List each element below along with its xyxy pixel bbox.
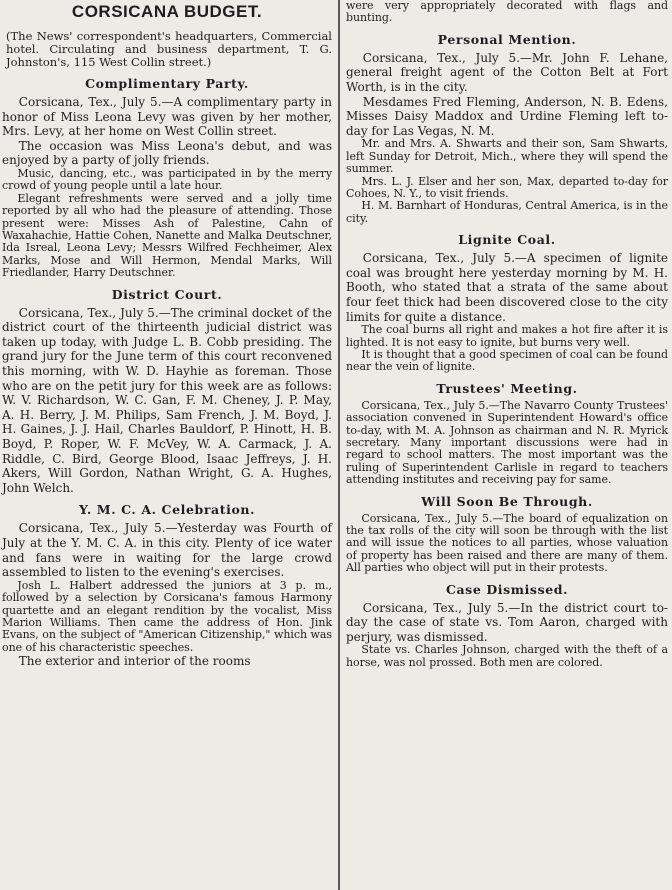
article-paragraph: Corsicana, Tex., July 5.—Yesterday was Fourth of July at the Y. M. C. A. in this city. Plenty of ice water and fans were in waiting for the large crowd assembled to listen to the evening's exercises. [2,521,332,580]
article-paragraph: Corsicana, Tex., July 5.—The criminal docket of the district court of the thirteenth judicial district was taken up today, with Judge L. B. Cobb presiding. The grand jury for the June term of this court reconvened this morning, with W. D. Hayhie as foreman. Those who are on the petit jury for this week are as follows: W. V. Richardson, W. C. Gan, F. M. Cheney, J. P. May, A. H. Berry, J. M. Philips, Sam French, J. M. Boyd, J. H. Gaines, J. J. Hail, Charles Bauldorf, P. Hinott, H. B. Boyd, P. Roper, W. F. McVey, W. A. Carmack, J. A. Riddle, C. Bird, George Blood, Isaac Jeffreys, J. H. Akers, Will Gordon, Nathan Wright, G. A. Hughes, John Welch. [2,305,332,495]
article-paragraph: The coal burns all right and makes a hot fire after it is lighted. It is not easy to ignite, but burns very well. [346,323,668,349]
heading-will-soon-be-through: Will Soon Be Through. [421,493,593,509]
article-paragraph: Corsicana, Tex., July 5.—Mr. John F. Lehane, general freight agent of the Cotton Belt at Fort Worth, is in the city. [346,50,668,94]
heading-ymca-celebration: Y. M. C. A. Celebration. [78,502,256,518]
article-paragraph: Josh L. Halbert addressed the juniors at 3 p. m., followed by a selection by Corsicana's famous Harmony quartette and an elegant rendition by the vocalist, Miss Marion Williams. Then came the address of Hon. Jink Evans, on the subject of "American Citizenship," which was one of his characteristic speeches. [2,578,332,654]
article-paragraph: Corsicana, Tex., July 5.—A specimen of lignite coal was brought here yesterday morning by M. H. Booth, who stated that a strata of the same about four feet thick had been discovered close to the city limits for quite a distance. [346,251,668,324]
heading-district-court: District Court. [111,286,223,302]
right-column [340,0,672,890]
article-paragraph: Corsicana, Tex., July 5.—A complimentary party in honor of Miss Leona Levy was given by her mother, Mrs. Levy, at her home on West Collin street. [2,95,332,139]
masthead-title: CORSICANA BUDGET. [71,2,263,21]
article-paragraph: Mesdames Fred Fleming, Anderson, N. B. Edens, Misses Daisy Maddox and Urdine Fleming left to-day for Las Vegas, N. M. [346,94,668,138]
article-paragraph: The exterior and interior of the rooms [18,654,251,669]
heading-complimentary-party: Complimentary Party. [85,76,249,91]
heading-personal-mention: Personal Mention. [437,31,577,47]
article-paragraph: Music, dancing, etc., was participated in by the merry crowd of young people until a late hour. [2,166,332,193]
article-paragraph: Corsicana, Tex., July 5.—The board of equalization on the tax rolls of the city will soon be through with the list and will issue the notices to all parties, whose valuation of property has been raised and there are many of them. All parties who object will put in their protests. [346,511,668,575]
article-paragraph: Mrs. L. J. Elser and her son, Max, departed to-day for Cohoes, N. Y., to visit friends. [346,174,668,200]
intro-note: (The News' correspondent's headquarters, Commercial hotel. Circulating and business department, T. G. Johnston's, 115 West Collin street.) [6,29,332,69]
heading-trustees-meeting: Trustees' Meeting. [436,380,578,396]
article-paragraph: The occasion was Miss Leona's debut, and was enjoyed by a party of jolly friends. [2,138,332,168]
article-paragraph: Corsicana, Tex., July 5.—In the district court to-day the case of state vs. Tom Aaron, charged with perjury, was dismissed. [346,600,668,644]
article-paragraph: Elegant refreshments were served and a jolly time reported by all who had the pleasure of attending. Those present were: Misses Ash of Palestine, Cahn of Waxahachie, Hattie Cohen, Nanette and Malka Deutschner, Ida Isreal, Leona Levy; Messrs Wilfred Fechheimer, Alex Marks, Mose and Will Hermon, Mendal Marks, Will Friedlander, Harry Deutschner. [2,191,332,280]
article-paragraph: Corsicana, Tex., July 5.—The Navarro County Trustees' association convened in Superintendent Howard's office to-day, with M. A. Johnson as chairman and N. R. Myrick secretary. Many important discussions were had in regard to school matters. The most important was the ruling of Superintendent Carlisle in regard to teachers attending institutes and receiving pay for same. [346,398,668,487]
article-paragraph: It is thought that a good specimen of coal can be found near the vein of lignite. [346,348,668,374]
heading-lignite-coal: Lignite Coal. [458,232,556,248]
article-paragraph: H. M. Barnhart of Honduras, Central America, is in the city. [346,199,668,225]
article-paragraph: State vs. Charles Johnson, charged with the theft of a horse, was nol prossed. Both men are colored. [346,643,668,669]
article-paragraph: Mr. and Mrs. A. Shwarts and their son, Sam Shwarts, left Sunday for Detroit, Mich., where they will spend the summer. [346,137,668,176]
carryover-text: were very appropriately decorated with flags and bunting. [346,0,668,25]
heading-case-dismissed: Case Dismissed. [445,581,569,597]
